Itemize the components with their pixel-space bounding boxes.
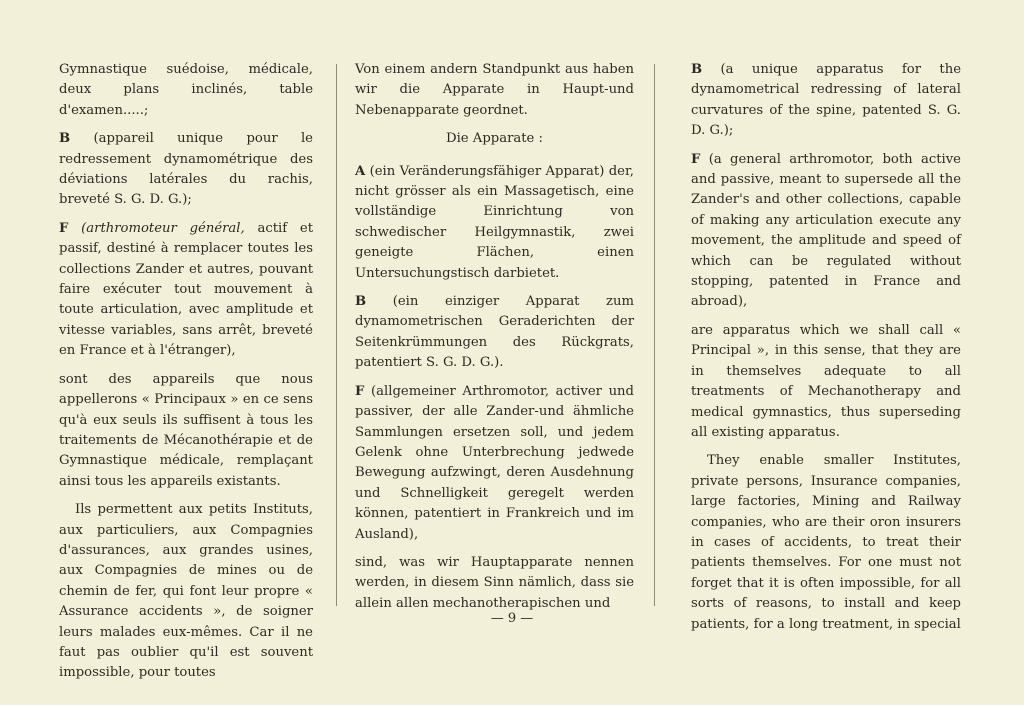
paragraph: B (ein einziger Apparat zum dynamometrischen Geraderichten der Seitenkrümmungen des Rückgrats, patentiert S. G. D. G.). <box>355 294 634 371</box>
paragraph-lead: F <box>355 383 365 399</box>
paragraph: Die Apparate : <box>446 131 543 147</box>
paragraph: sont des appareils que nous appellerons « Principaux » en ce sens qu'à eux seuls ils suffisent à tous les traitements de Mécanothérapie et de Gymnastique médicale, remplaçant ainsi tous les appareils existants. <box>59 371 313 489</box>
paragraph: B (appareil unique pour le redressement dynamométrique des déviations latérales du rachis, breveté S. G. D. G.); <box>59 131 313 208</box>
paragraph: Von einem andern Standpunkt aus haben wir die Apparate in Haupt-und Nebenapparate geordnet. <box>355 62 634 118</box>
paragraph: They enable smaller Institutes, private persons, Insurance companies, large factories, Mining and Railway companies, who are their oron insurers in cases of accidents, to treat their patients themselves. For one must not forget that it is often impossible, for all sorts of reasons, to install and keep patients, for a long treatment, in special <box>691 453 961 632</box>
page-number: — 9 — <box>490 611 534 626</box>
paragraph-lead: F <box>59 220 69 236</box>
paragraph: sind, was wir Hauptapparate nennen werden, in diesem Sinn nämlich, dass sie allein allen mechanotherapischen und <box>355 554 634 611</box>
paragraph-lead: F <box>691 151 701 167</box>
paragraph: F (a general arthromotor, both active and passive, meant to supersede all the Zander's and other collections, capable of making any articulation execute any movement, the amplitude and speed of which can be regulated without stopping, patented in France and abroad), <box>691 151 961 310</box>
paragraph-lead: B <box>691 62 703 77</box>
column-divider <box>336 64 337 606</box>
paragraph: A (ein Veränderungsfähiger Apparat) der, nicht grösser als ein Massagetisch, eine vollständige Einrichtung von schwedischer Heilgymnastik, zwei geneigte Flächen, einen Untersuchungstisch darbietet. <box>355 163 634 281</box>
paragraph-lead: B <box>355 294 367 310</box>
paragraph: F (allgemeiner Arthromotor, activer und passiver, der alle Zander-und ähmliche Sammlungen ersetzen soll, und jedem Gelenk ohne Unterbrechung jedwede Bewegung aufzwingt, deren Ausdehnung und Schnelligkeit geregelt werden können, patentiert in Frankreich und im Ausland), <box>355 383 634 542</box>
french-column <box>59 60 313 692</box>
paragraph-lead: B <box>59 131 71 147</box>
paragraph: B (a unique apparatus for the dynamometrical redressing of lateral curvatures of the spine, patented S. G. D. G.); <box>691 62 961 139</box>
paragraph: Gymnastique suédoise, médicale, deux plans inclinés, table d'examen.....; <box>59 62 313 118</box>
german-column <box>355 60 634 622</box>
paragraph-lead-italic: (arthromoteur général, <box>81 220 245 236</box>
paragraph-lead: A <box>355 163 366 179</box>
paragraph: are apparatus which we shall call « Principal », in this sense, that they are in themselves adequate to all treatments of Mechanotherapy and medical gymnastics, thus superseding all existing apparatus. <box>691 322 961 440</box>
paragraph: F (arthromoteur général, actif et passif, destiné à remplacer toutes les collections Zander et autres, pouvant faire exécuter tout mouvement à toute articulation, avec amplitude et vitesse variables, sans arrêt, breveté en France et à l'étranger), <box>59 220 313 359</box>
column-divider <box>654 64 655 606</box>
paragraph: Ils permettent aux petits Instituts, aux particuliers, aux Compagnies d'assurances, aux grandes usines, aux Compagnies de mines ou de chemin de fer, qui font leur propre « Assurance accidents », de soigner leurs malades eux-mêmes. Car il ne faut pas oublier qu'il est souvent impossible, pour toutes <box>59 502 313 681</box>
english-column <box>691 60 961 643</box>
